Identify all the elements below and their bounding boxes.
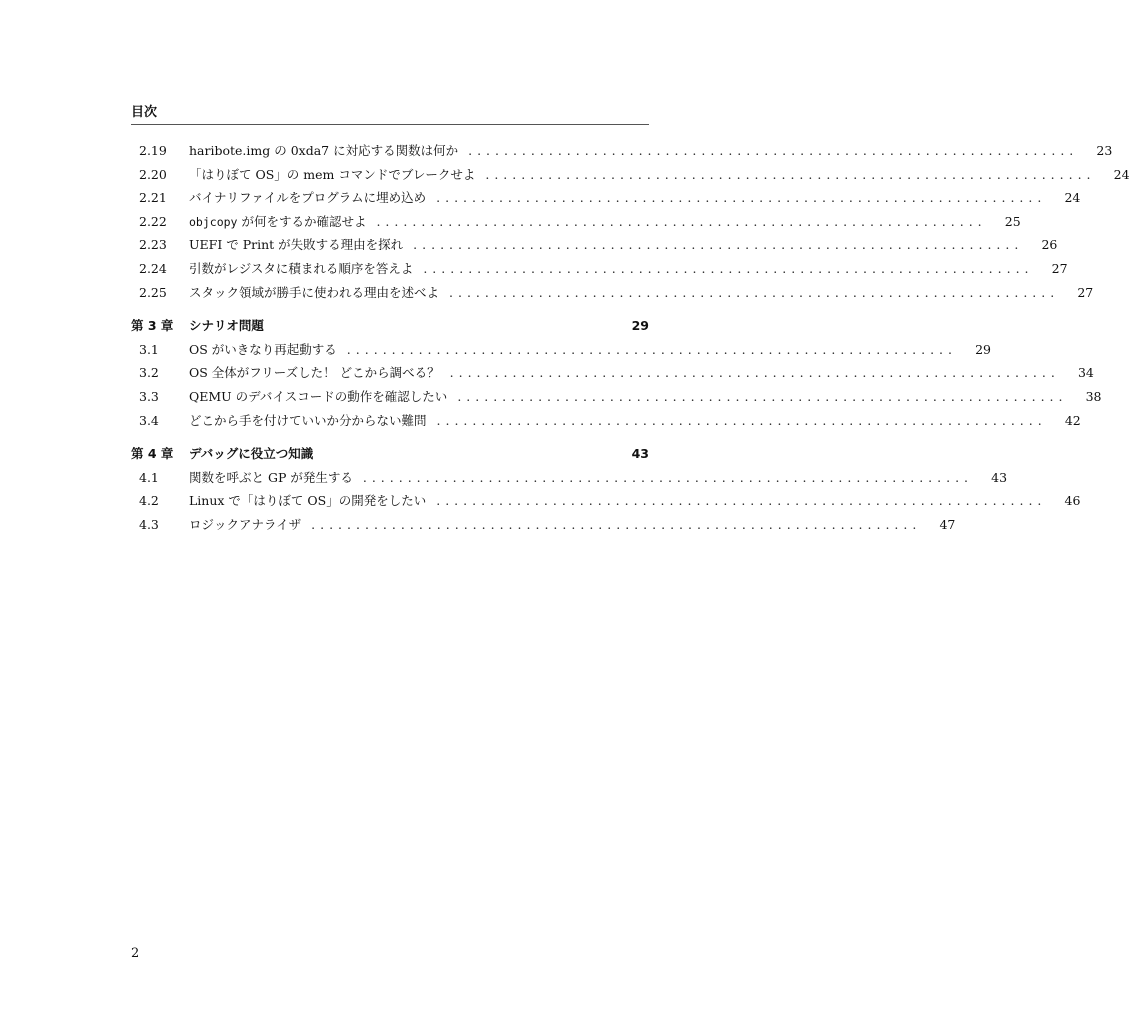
code-term: objcopy [189,214,238,229]
page-number: 34 [1077,365,1094,381]
section-title: UEFI で Print が失敗する理由を探れ [189,237,404,253]
toc-entry-3-3[interactable] [131,387,1102,411]
leader-dots: .................................................................... [436,412,1047,428]
page-number: 46 [1064,493,1081,509]
leader-dots: .................................................................... [468,143,1079,158]
chapter-number: 第 3 章 [131,318,174,334]
page-number: 43 [631,446,649,462]
toc-entry-2-20[interactable] [131,165,1130,189]
section-number: 2.21 [139,190,167,206]
section-title-text: が何をするか確認せよ [237,213,367,229]
page-number: 29 [631,318,649,334]
toc-entry-4-2[interactable] [131,491,1081,515]
toc-entry-3-4[interactable] [131,411,1081,435]
section-number: 2.23 [139,237,167,253]
page-number: 47 [939,516,956,532]
section-number: 4.2 [139,493,159,509]
section-number: 2.24 [139,260,167,276]
toc-entry-3-2[interactable] [131,363,1094,387]
leader-dots: .................................................................... [436,493,1047,509]
section-number: 3.2 [139,365,159,381]
toc-entry-2-22[interactable] [131,212,1021,236]
toc-entry-4-3[interactable] [131,515,956,539]
section-title: バイナリファイルをプログラムに埋め込め [189,190,427,206]
section-title: スタック領域が勝手に使われる理由を述べよ [189,284,440,300]
section-number: 4.3 [139,516,159,532]
leader-dots: .................................................................... [346,341,957,357]
section-number: 3.1 [139,341,159,357]
toc-entry-4-1[interactable] [131,468,1008,492]
chapter-title: デバッグに役立つ知識 [189,446,314,462]
toc-entry-2-23[interactable] [131,235,1058,259]
page-number: 25 [1004,213,1021,229]
toc-entry-2-25[interactable] [131,283,1094,307]
section-title: OS 全体がフリーズした！ どこから調べる？ [189,365,440,381]
page-number: 27 [1051,260,1068,276]
section-title: 関数を呼ぶと GP が発生する [189,469,353,485]
running-header: 目次 [131,101,649,125]
leader-dots: .................................................................... [423,260,1034,276]
page-number: 42 [1064,412,1081,428]
page-number: 38 [1085,388,1102,404]
section-number: 3.3 [139,388,159,404]
toc-entry-3-1[interactable] [131,340,991,364]
section-title: Linux で「はりぼて OS」の開発をしたい [189,493,427,509]
section-number: 4.1 [139,469,159,485]
page-number: 29 [975,341,991,357]
section-title: 引数がレジスタに積まれる順序を答えよ [189,260,414,276]
section-number: 2.20 [139,166,167,182]
section-title: OS がいきなり再起動する [189,341,337,357]
section-title: QEMU のデバイスコードの動作を確認したい [189,388,448,404]
section-number: 2.25 [139,284,167,300]
leader-dots: .................................................................... [449,284,1060,300]
section-number: 2.22 [139,213,167,229]
section-title: haribote.img の 0xda7 に対応する関数は何か [189,143,459,158]
section-title: どこから手を付けていいか分からない難問 [189,412,427,428]
page-number: 24 [1064,190,1081,206]
footer-page-number: 2 [131,946,140,961]
toc-chapter-4[interactable] [131,444,649,468]
leader-dots: .................................................................... [362,469,974,485]
leader-dots: .................................................................... [311,516,922,532]
page-number: 43 [991,469,1008,485]
chapter-title: シナリオ問題 [189,318,264,334]
leader-dots: .................................................................... [485,166,1096,182]
toc-chapter-3[interactable] [131,316,649,340]
section-number: 2.19 [139,143,167,158]
toc-entry-2-21[interactable] [131,188,1081,212]
leader-dots: .................................................................... [376,213,987,229]
toc-entry-2-19[interactable] [131,141,1113,165]
leader-dots: .................................................................... [436,190,1047,206]
section-title [189,212,366,230]
table-of-contents [131,141,1130,539]
page-number: 23 [1096,143,1113,158]
page-number: 24 [1113,166,1130,182]
leader-dots: .................................................................... [449,365,1060,381]
toc-entry-2-24[interactable] [131,259,1068,283]
page-number: 27 [1077,284,1094,300]
section-title: ロジックアナライザ [189,516,302,532]
leader-dots: .................................................................... [457,388,1068,404]
chapter-number: 第 4 章 [131,446,174,462]
page-number: 26 [1041,237,1058,253]
leader-dots: .................................................................... [413,237,1024,253]
section-number: 3.4 [139,412,159,428]
section-title: 「はりぼて OS」の mem コマンドでブレークせよ [189,166,476,182]
